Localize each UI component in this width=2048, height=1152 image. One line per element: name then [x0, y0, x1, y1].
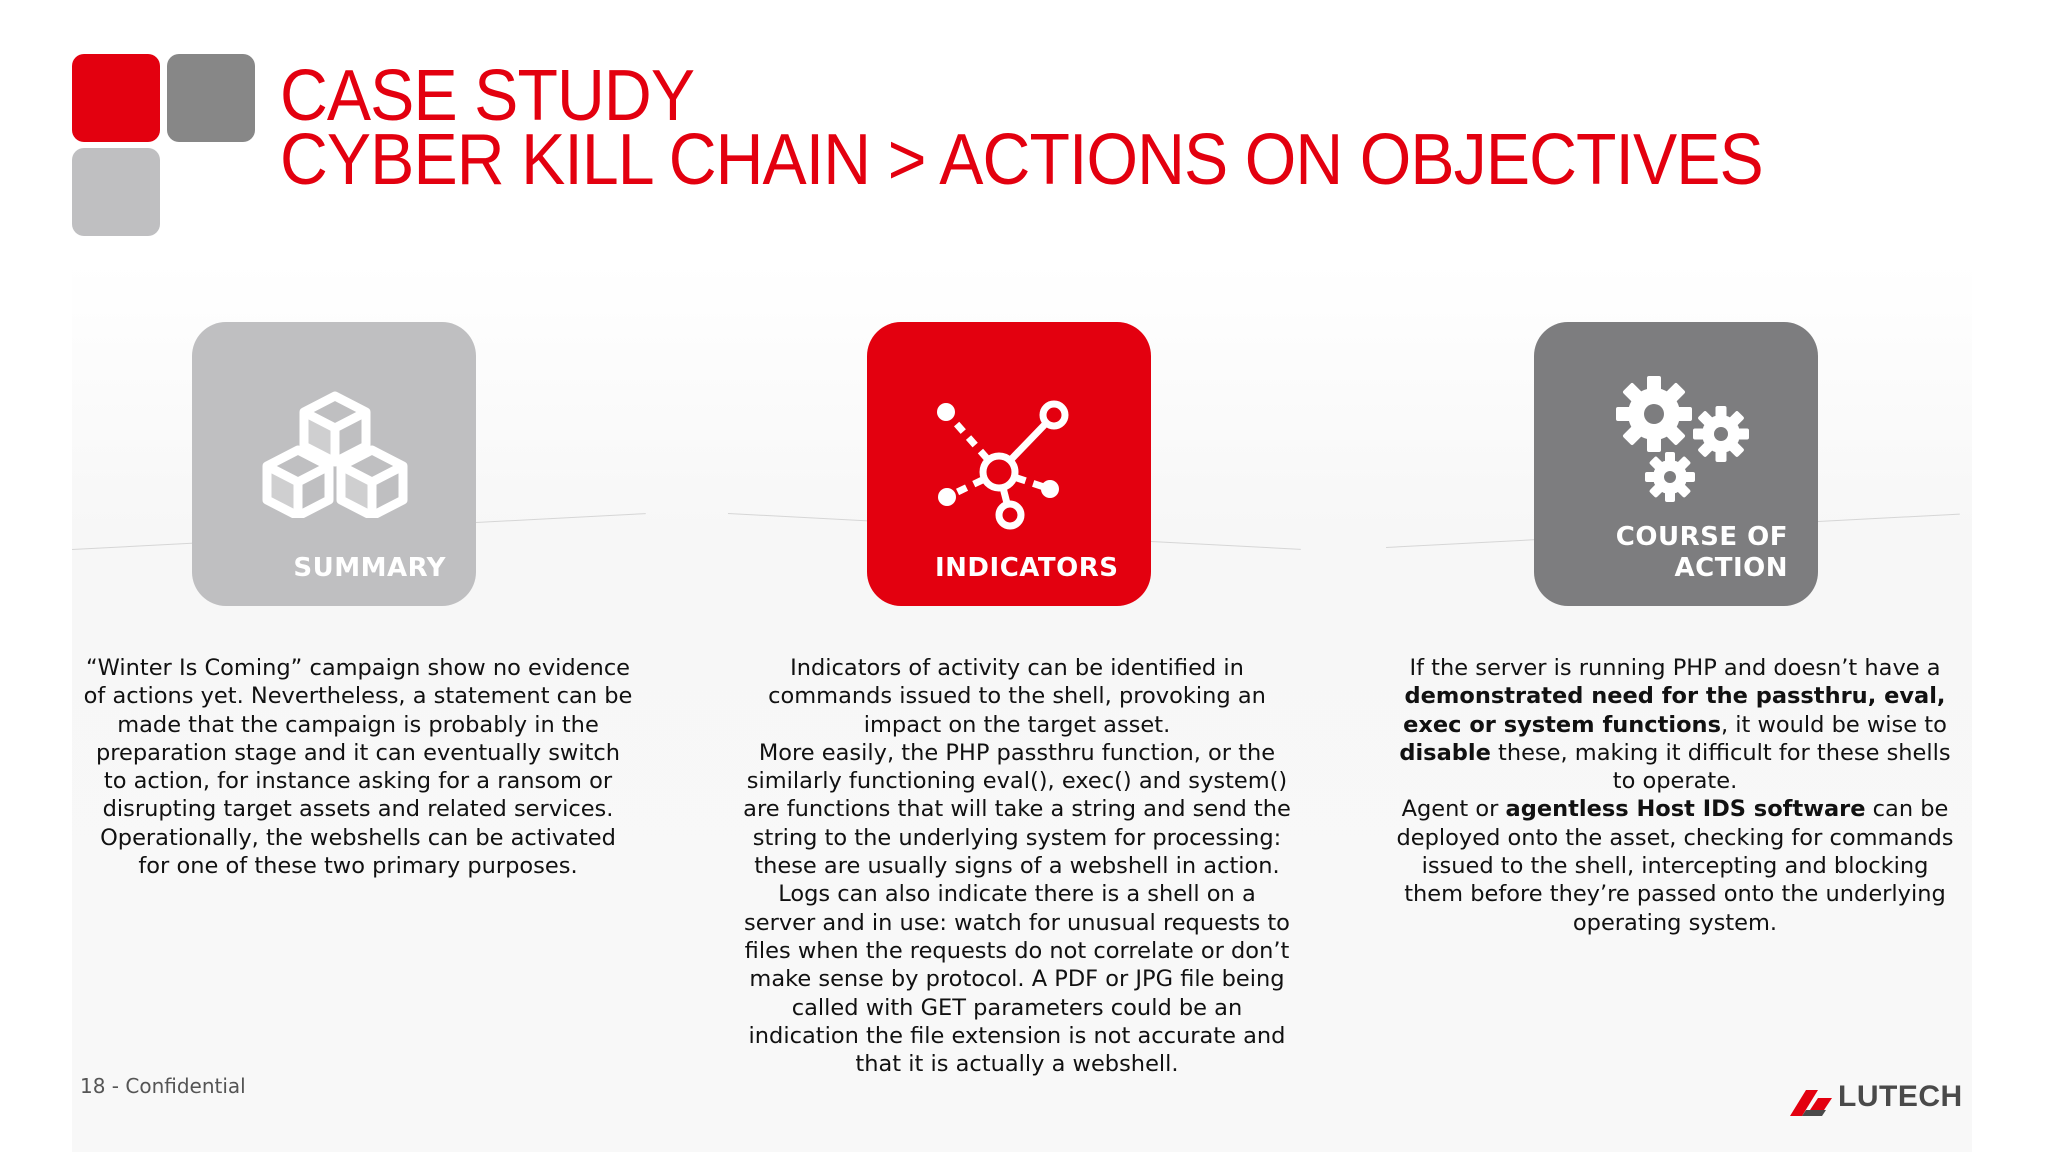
indicators-paragraph-1: Indicators of activity can be identified in commands issued to the shell, provoking an impact on the target asset.: [768, 655, 1266, 738]
course-of-action-label-line1: COURSE OF: [1615, 522, 1788, 552]
emphasis-text: agentless Host IDS software: [1505, 796, 1866, 823]
course-of-action-label-line2: ACTION: [1674, 553, 1788, 583]
page-number-confidential: 18 - Confidential: [80, 1074, 246, 1098]
indicators-card-label: INDICATORS: [935, 553, 1119, 583]
text-run: can be deployed onto the asset, checking for commands issued to the shell, intercepting and blocking them before they’re passed onto the underlying operating system.: [1396, 796, 1954, 936]
course-of-action-paragraph-1: [1395, 654, 1955, 795]
network-nodes-icon: [933, 372, 1083, 532]
brand-square-light-gray: [72, 148, 160, 236]
summary-paragraph: “Winter Is Coming” campaign show no evidence of actions yet. Nevertheless, a statement can be made that the campaign is probably in the preparation stage and it can eventually switch to action, for instance asking for a ransom or disrupting target assets and related services. Operationally, the webshells can be activated for one of these two primary purposes.: [83, 655, 633, 880]
gears-icon: [1616, 374, 1756, 504]
course-of-action-paragraph-2: [1395, 795, 1955, 936]
slide-subtitle: CYBER KILL CHAIN > ACTIONS ON OBJECTIVES: [280, 120, 1763, 200]
summary-card: [192, 322, 476, 606]
text-run: If the server is running PHP and doesn’t have a: [1409, 655, 1941, 681]
lutech-logo: [1788, 1080, 1968, 1116]
slide-title: CASE STUDY: [280, 56, 695, 136]
lutech-logo-mark-icon: [1788, 1084, 1840, 1118]
indicators-paragraph-2: More easily, the PHP passthru function, or the similarly functioning eval(), exec() and system() are functions that will take a string and send the string to the underlying system for processing: these are usually signs of a webshell in action.: [743, 739, 1291, 880]
lutech-logo-text: LUTECH: [1838, 1080, 1963, 1113]
course-of-action-text: [1395, 654, 1955, 937]
emphasis-text: demonstrated need for the passthru, eval, exec or system functions: [1403, 683, 1946, 738]
summary-text: [82, 654, 634, 880]
course-of-action-card: [1534, 322, 1818, 606]
brand-square-dark-gray: [167, 54, 255, 142]
indicators-paragraph-3: Logs can also indicate there is a shell on a server and in use: watch for unusual requests to files when the requests do not correlate or don’t make sense by protocol. A PDF or JPG file being called with GET parameters could be an indication the file extension is not accurate and that it is actually a webshell.: [744, 881, 1290, 1078]
text-run: these, making it difficult for these shells to operate.: [1490, 739, 1951, 795]
course-of-action-card-label: [1548, 522, 1788, 584]
indicators-text: [740, 654, 1294, 1078]
indicators-card: [867, 322, 1151, 606]
cubes-icon: [262, 388, 408, 518]
text-run: Agent or: [1401, 796, 1506, 823]
summary-card-label: SUMMARY: [293, 553, 446, 583]
text-run: , it would be wise to: [1720, 711, 1947, 738]
emphasis-text: disable: [1399, 739, 1491, 766]
brand-square-red: [72, 54, 160, 142]
